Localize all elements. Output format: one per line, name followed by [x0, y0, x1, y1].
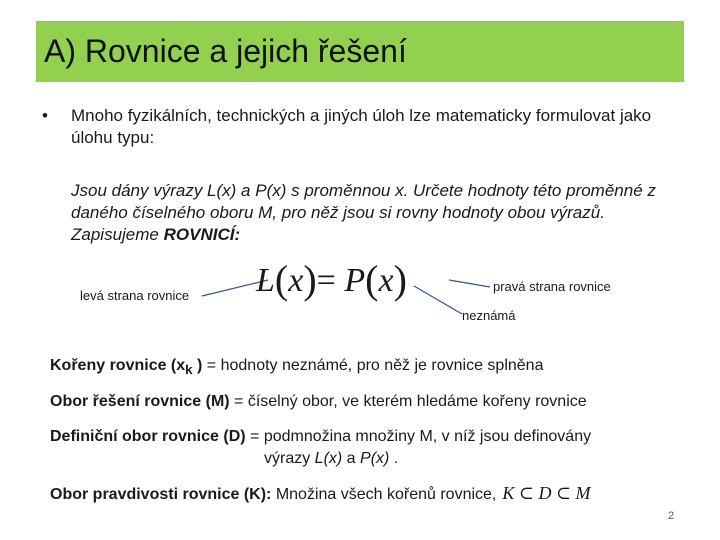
definition-domain-term: Definiční obor rovnice (D) — [50, 428, 246, 445]
page-title: A) Rovnice a jejich řešení — [44, 33, 407, 69]
unknown-label: neznámá — [462, 308, 516, 323]
right-connector-line — [449, 280, 490, 287]
roots-text: = hodnoty neznámé, pro něž je rovnice splněna — [202, 357, 544, 374]
equation-equals: = — [316, 262, 336, 299]
roots-term — [50, 357, 203, 378]
equation-paren-open-2: ( — [365, 257, 379, 302]
left-side-label: levá strana rovnice — [80, 288, 190, 303]
bullet-marker: • — [42, 106, 48, 125]
roots-subscript: k — [185, 362, 193, 378]
roots-term-end: ) — [192, 357, 203, 374]
definition-domain-continuation — [50, 448, 700, 470]
definition-roots — [50, 355, 700, 381]
cont-end: . — [389, 450, 399, 467]
equation-paren-open-1: ( — [274, 257, 289, 302]
equation-paren-close-1: ) — [303, 257, 317, 302]
equation-diagram — [0, 250, 720, 340]
subset-formula: K ⊂ D ⊂ M — [502, 483, 591, 503]
cont-P: P(x) — [360, 450, 390, 467]
cont-L: L(x) — [314, 450, 343, 467]
bullet-text: Mnoho fyzikálních, technických a jiných úloh lze matematicky formulovat jako úlohu typu: — [71, 106, 652, 147]
cont-pre: výrazy — [264, 450, 315, 467]
truth-set-text: Množina všech kořenů rovnice, — [271, 486, 497, 503]
bottom-connector-line — [414, 286, 462, 314]
page-number: 2 — [668, 510, 675, 522]
equation-x-1: x — [288, 262, 304, 299]
right-side-label: pravá strana rovnice — [493, 279, 611, 294]
definition-truth-set — [50, 482, 700, 506]
truth-set-term: Obor pravdivosti rovnice (K): — [50, 486, 272, 503]
cont-mid: a — [342, 450, 361, 467]
definition-domain-text: = podmnožina množiny M, v níž jsou definovány — [245, 428, 592, 445]
solution-domain-text: = číselný obor, ve kterém hledáme kořeny rovnice — [229, 393, 587, 410]
roots-term-text: Kořeny rovnice (x — [50, 357, 186, 374]
problem-statement — [71, 180, 691, 246]
definition-definition-domain — [50, 426, 700, 470]
statement-text: Jsou dány výrazy L(x) a P(x) s proměnnou x. Určete hodnoty této proměnné z daného číselného oboru M, pro něž jsou si rovny hodnoty obou výrazů. Zapisujeme — [71, 181, 656, 244]
solution-domain-term: Obor řešení rovnice (M) — [50, 393, 230, 410]
statement-emphasis: ROVNICÍ: — [163, 225, 241, 244]
equation-P: P — [344, 262, 366, 299]
title-bar — [36, 21, 684, 82]
equation-x-2: x — [378, 262, 394, 299]
equation-paren-close-2: ) — [393, 257, 407, 302]
equation — [256, 256, 407, 303]
definition-solution-domain — [50, 391, 700, 413]
equation-L: L — [256, 262, 275, 299]
